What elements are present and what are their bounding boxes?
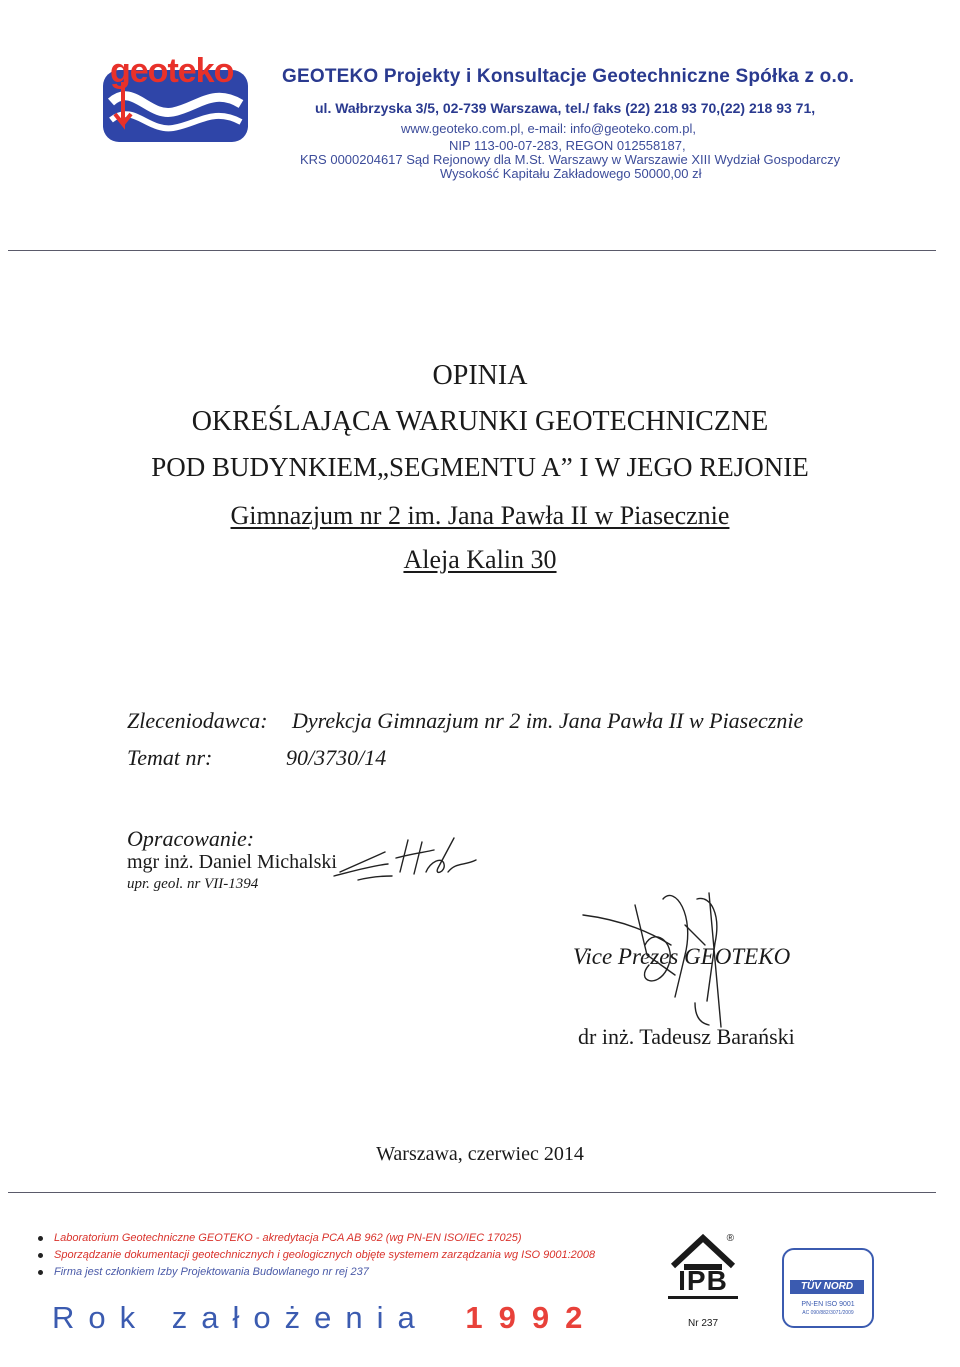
place-date: Warszawa, czerwiec 2014 <box>376 1143 584 1165</box>
list-item: Firma jest członkiem Izby Projektowania Budowlanego nr rej 237 <box>38 1264 595 1281</box>
founded-text: Rok założenia <box>52 1300 429 1335</box>
topic-label: Temat nr: <box>127 745 213 770</box>
company-capital: Wysokość Kapitału Zakładowego 50000,00 zł <box>440 166 702 181</box>
tuv-cert <box>784 1300 872 1318</box>
company-nip: NIP 113-00-07-283, REGON 012558187, <box>449 138 686 153</box>
logo-wordmark: geoteko <box>110 52 234 90</box>
founded-banner <box>52 1300 598 1336</box>
topic-value: 90/3730/14 <box>286 745 387 770</box>
ipb-registered: ® <box>726 1233 734 1244</box>
doc-title-line1: OKREŚLAJĄCA WARUNKI GEOTECHNICZNE <box>191 406 769 437</box>
ipb-number: Nr 237 <box>687 1318 718 1329</box>
footer-bullets <box>38 1230 595 1281</box>
school-name: Gimnazjum nr 2 im. Jana Pawła II w Piasecznie <box>230 501 730 530</box>
author-label: Opracowanie: <box>127 826 255 851</box>
author-signature <box>330 832 480 890</box>
list-item: Sporządzanie dokumentacji geotechnicznych i geologicznych objęte systemem zarządzania wg ISO 9001:2008 <box>38 1247 595 1264</box>
client-label: Zleceniodawca: <box>127 708 268 733</box>
doc-title-line2: POD BUDYNKIEM„SEGMENTU A” I W JEGO REJONIE <box>151 452 809 482</box>
tuv-name: TÜV NORD <box>790 1280 864 1294</box>
tuv-cert-number: AC 090/882/3071/2009 <box>802 1310 854 1316</box>
list-item: Laboratorium Geotechniczne GEOTEKO - akredytacja PCA AB 962 (wg PN-EN ISO/IEC 17025) <box>38 1230 595 1247</box>
company-krs: KRS 0000204617 Sąd Rejonowy dla M.St. Warszawy w Warszawie XIII Wydział Gospodarczy <box>300 152 841 167</box>
street-address: Aleja Kalin 30 <box>403 545 557 574</box>
tuv-cert-standard: PN-EN ISO 9001 <box>801 1301 855 1308</box>
author-name: mgr inż. Daniel Michalski <box>127 851 337 873</box>
author-license: upr. geol. nr VII-1394 <box>127 876 259 892</box>
tuv-certificate-logo <box>782 1248 874 1328</box>
client-value: Dyrekcja Gimnazjum nr 2 im. Jana Pawła II w Piasecznie <box>292 708 804 733</box>
founded-year: 1992 <box>465 1300 599 1335</box>
company-address: ul. Wałbrzyska 3/5, 02-739 Warszawa, tel./ faks (22) 218 93 70,(22) 218 93 71, <box>315 100 816 116</box>
company-name: GEOTEKO Projekty i Konsultacje Geotechniczne Spółka z o.o. <box>282 66 855 87</box>
ipb-text: IPB <box>668 1266 738 1299</box>
doc-type: OPINIA <box>432 360 528 391</box>
approver-name: dr inż. Tadeusz Barański <box>578 1024 795 1049</box>
header-divider <box>8 250 936 251</box>
approver-signature <box>575 885 755 1035</box>
company-web: www.geoteko.com.pl, e-mail: info@geoteko.com.pl, <box>401 121 696 136</box>
approver-role: Vice Prezes GEOTEKO <box>573 944 791 969</box>
footer-divider <box>8 1192 936 1193</box>
ipb-logo <box>668 1232 738 1332</box>
